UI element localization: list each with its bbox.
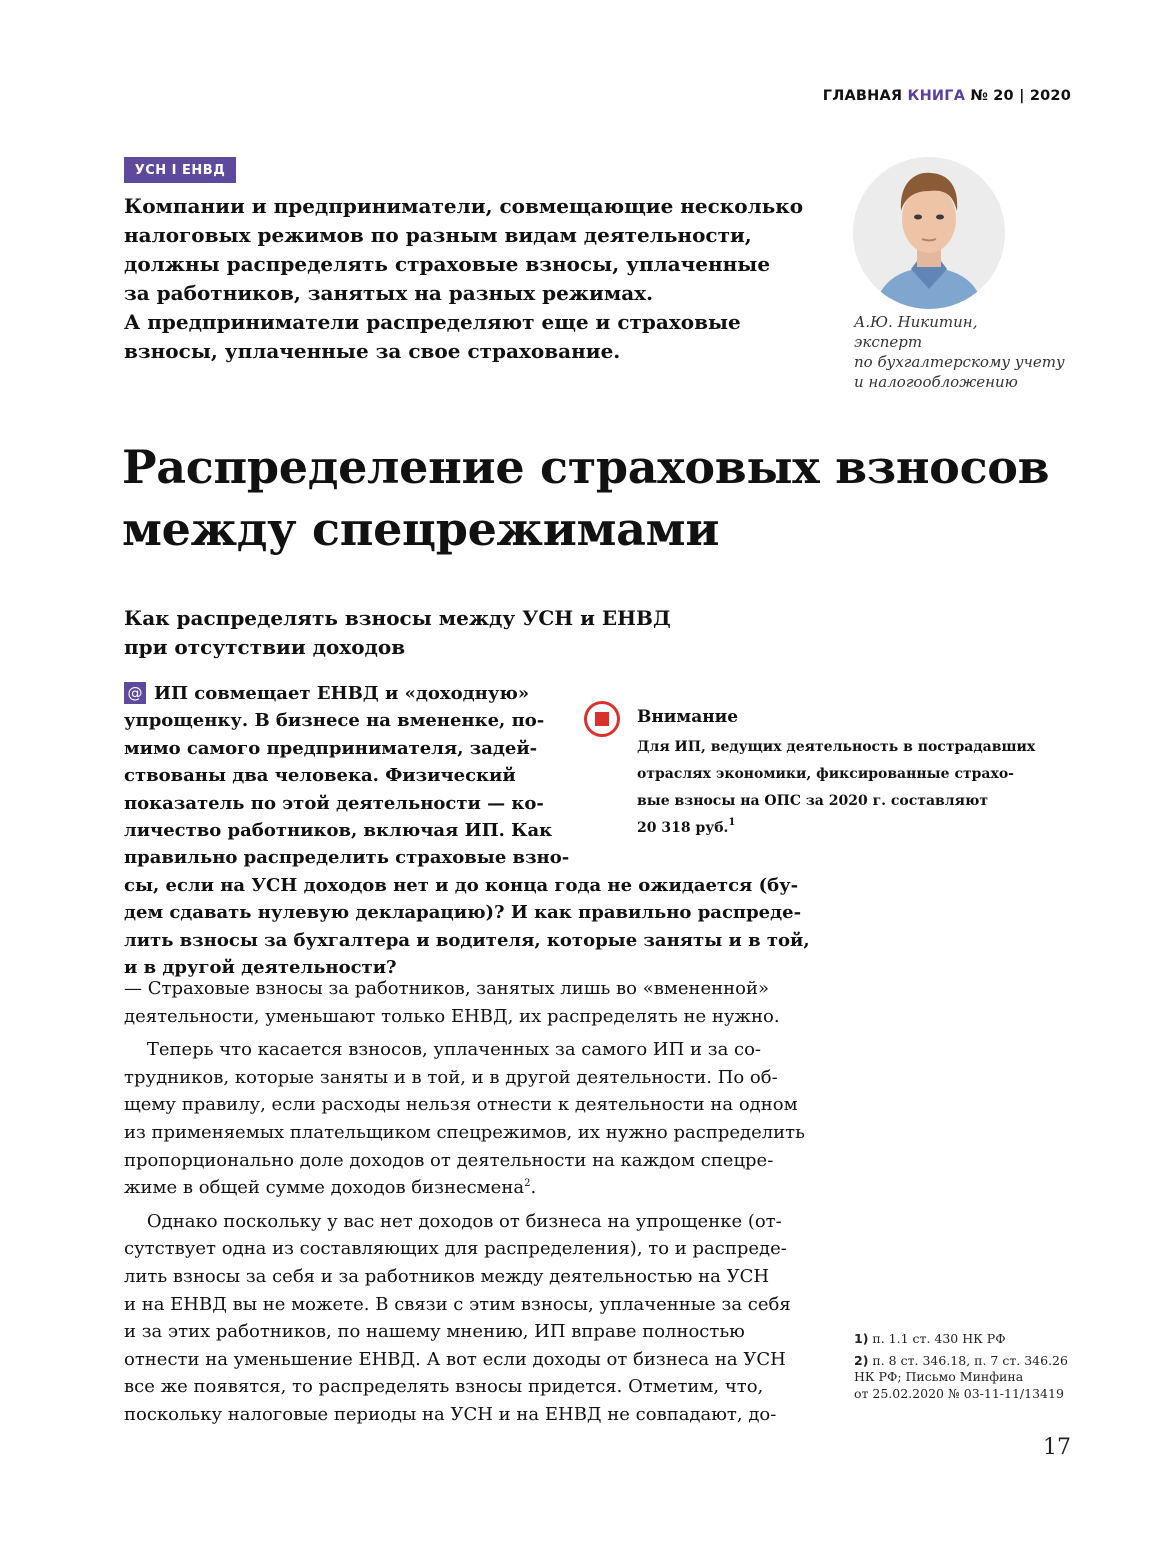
section-subheading xyxy=(124,604,824,662)
footnotes xyxy=(854,1331,1094,1407)
author-role: и налогообложению xyxy=(854,373,1018,391)
author-portrait xyxy=(853,157,1005,309)
rubric-tag: УСН I ЕНВД xyxy=(124,157,236,183)
email-at-icon: @ xyxy=(124,682,146,704)
question-line: лить взносы за бухгалтера и водителя, которые заняты и в той, xyxy=(124,929,810,951)
author-name: А.Ю. Никитин, xyxy=(854,313,978,331)
lead-line: А предприниматели распределяют еще и страховые xyxy=(124,310,741,334)
expert-answer xyxy=(124,975,804,1429)
question-line: личество работников, включая ИП. Как xyxy=(124,819,553,841)
warning-line: отраслях экономики, фиксированные страхо- xyxy=(637,766,1014,782)
answer-line: из применяемых плательщиком спецрежимов, их нужно распределить xyxy=(124,1121,805,1143)
author-role: по бухгалтерскому учету xyxy=(854,353,1065,371)
warning-line: Для ИП, ведущих деятельность в пострадавших xyxy=(637,739,1036,755)
lead-line: Компании и предприниматели, совмещающие несколько xyxy=(124,194,804,218)
answer-line: все же появятся, то распределять взносы придется. Отметим, что, xyxy=(124,1376,764,1398)
question-line: ствованы два человека. Физический xyxy=(124,765,516,787)
answer-line: отнести на уменьшение ЕНВД. А вот если доходы от бизнеса на УСН xyxy=(124,1348,786,1370)
article-title-line: между спецрежимами xyxy=(122,502,720,556)
answer-line: деятельности, уменьшают только ЕНВД, их распределять не нужно. xyxy=(124,1005,780,1027)
footnote-text: п. 1.1 ст. 430 НК РФ xyxy=(872,1331,1006,1346)
answer-line: лить взносы за себя и за работников между деятельностью на УСН xyxy=(124,1265,770,1287)
question-line: @ ИП совмещает ЕНВД и «доходную» xyxy=(124,680,804,707)
author-caption xyxy=(854,312,1084,392)
lead-line: за работников, занятых на разных режимах. xyxy=(124,281,654,305)
warning-body xyxy=(637,734,1077,842)
masthead-brand-accent: КНИГА xyxy=(907,88,966,104)
question-line: мимо самого предпринимателя, задей- xyxy=(124,737,538,759)
question-line: и в другой деятельности? xyxy=(124,956,397,978)
warning-line: 20 318 руб.$^1$ xyxy=(637,817,736,836)
question-line: показатель по этой деятельности — ко- xyxy=(124,792,544,814)
footnote-number: 2) xyxy=(854,1352,869,1368)
author-portrait-image xyxy=(853,157,1005,309)
lead-line: взносы, уплаченные за свое страхование. xyxy=(124,339,621,363)
lead-line: налоговых режимов по разным видам деятельности, xyxy=(124,223,752,247)
answer-line: — Страховые взносы за работников, занятых лишь во «вмененной» xyxy=(124,978,769,999)
question-line: упрощенку. В бизнесе на вмененке, по- xyxy=(124,710,545,732)
question-line: сы, если на УСН доходов нет и до конца года не ожидается (бу- xyxy=(124,874,799,896)
lead-line: должны распределять страховые взносы, уплаченные xyxy=(124,252,771,276)
masthead-issue: № 20 | 2020 xyxy=(970,88,1071,104)
lead-paragraph xyxy=(124,192,814,366)
page-number: 17 xyxy=(1043,1435,1071,1460)
footnote-item xyxy=(854,1331,1094,1348)
answer-line: поскольку налоговые периоды на УСН и на ЕНВД не совпадают, до- xyxy=(124,1403,777,1425)
footnote-text: п. 8 ст. 346.18, п. 7 ст. 346.26 xyxy=(872,1352,1068,1368)
question-line: дем сдавать нулевую декларацию)? И как правильно распреде- xyxy=(124,902,802,924)
answer-line: трудников, которые заняты и в той, и в другой деятельности. По об- xyxy=(124,1066,778,1088)
author-role: эксперт xyxy=(854,333,923,351)
masthead-brand: ГЛАВНАЯ xyxy=(822,88,903,104)
footnote-ref: 1 xyxy=(728,817,736,828)
answer-line: Однако поскольку у вас нет доходов от бизнеса на упрощенке (от- xyxy=(146,1210,782,1232)
masthead xyxy=(823,88,1071,104)
answer-line: жиме в общей сумме доходов бизнесмена$^2$. xyxy=(124,1177,537,1199)
answer-line: щему правилу, если расходы нельзя отнести к деятельности на одном xyxy=(124,1094,798,1116)
warning-stop-icon xyxy=(583,700,621,738)
answer-line: пропорционально доле доходов от деятельности на каждом спецре- xyxy=(124,1149,774,1171)
footnote-item xyxy=(854,1353,1094,1403)
answer-line: и на ЕНВД вы не можете. В связи с этим взносы, уплаченные за себя xyxy=(124,1293,791,1315)
subheading-line: при отсутствии доходов xyxy=(124,635,406,659)
warning-line: вые взносы на ОПС за 2020 г. составляют xyxy=(637,793,988,809)
answer-line: и за этих работников, по нашему мнению, ИП вправе полностью xyxy=(124,1321,745,1343)
footnote-text: НК РФ; Письмо Минфина xyxy=(854,1369,1024,1384)
footnote-number: 1) xyxy=(854,1331,869,1346)
question-line: правильно распределить страховые взно- xyxy=(124,847,570,869)
warning-title: Внимание xyxy=(637,707,739,727)
article-title xyxy=(122,436,1102,560)
answer-line: сутствует одна из составляющих для распределения), то и распреде- xyxy=(124,1238,787,1260)
footnote-ref: 2 xyxy=(524,1178,531,1190)
footnote-text: от 25.02.2020 № 03-11-11/13419 xyxy=(854,1385,1064,1401)
subheading-line: Как распределять взносы между УСН и ЕНВД xyxy=(124,606,671,630)
answer-line: Теперь что касается взносов, уплаченных за самого ИП и за со- xyxy=(146,1039,762,1061)
article-title-line: Распределение страховых взносов xyxy=(122,440,1050,494)
